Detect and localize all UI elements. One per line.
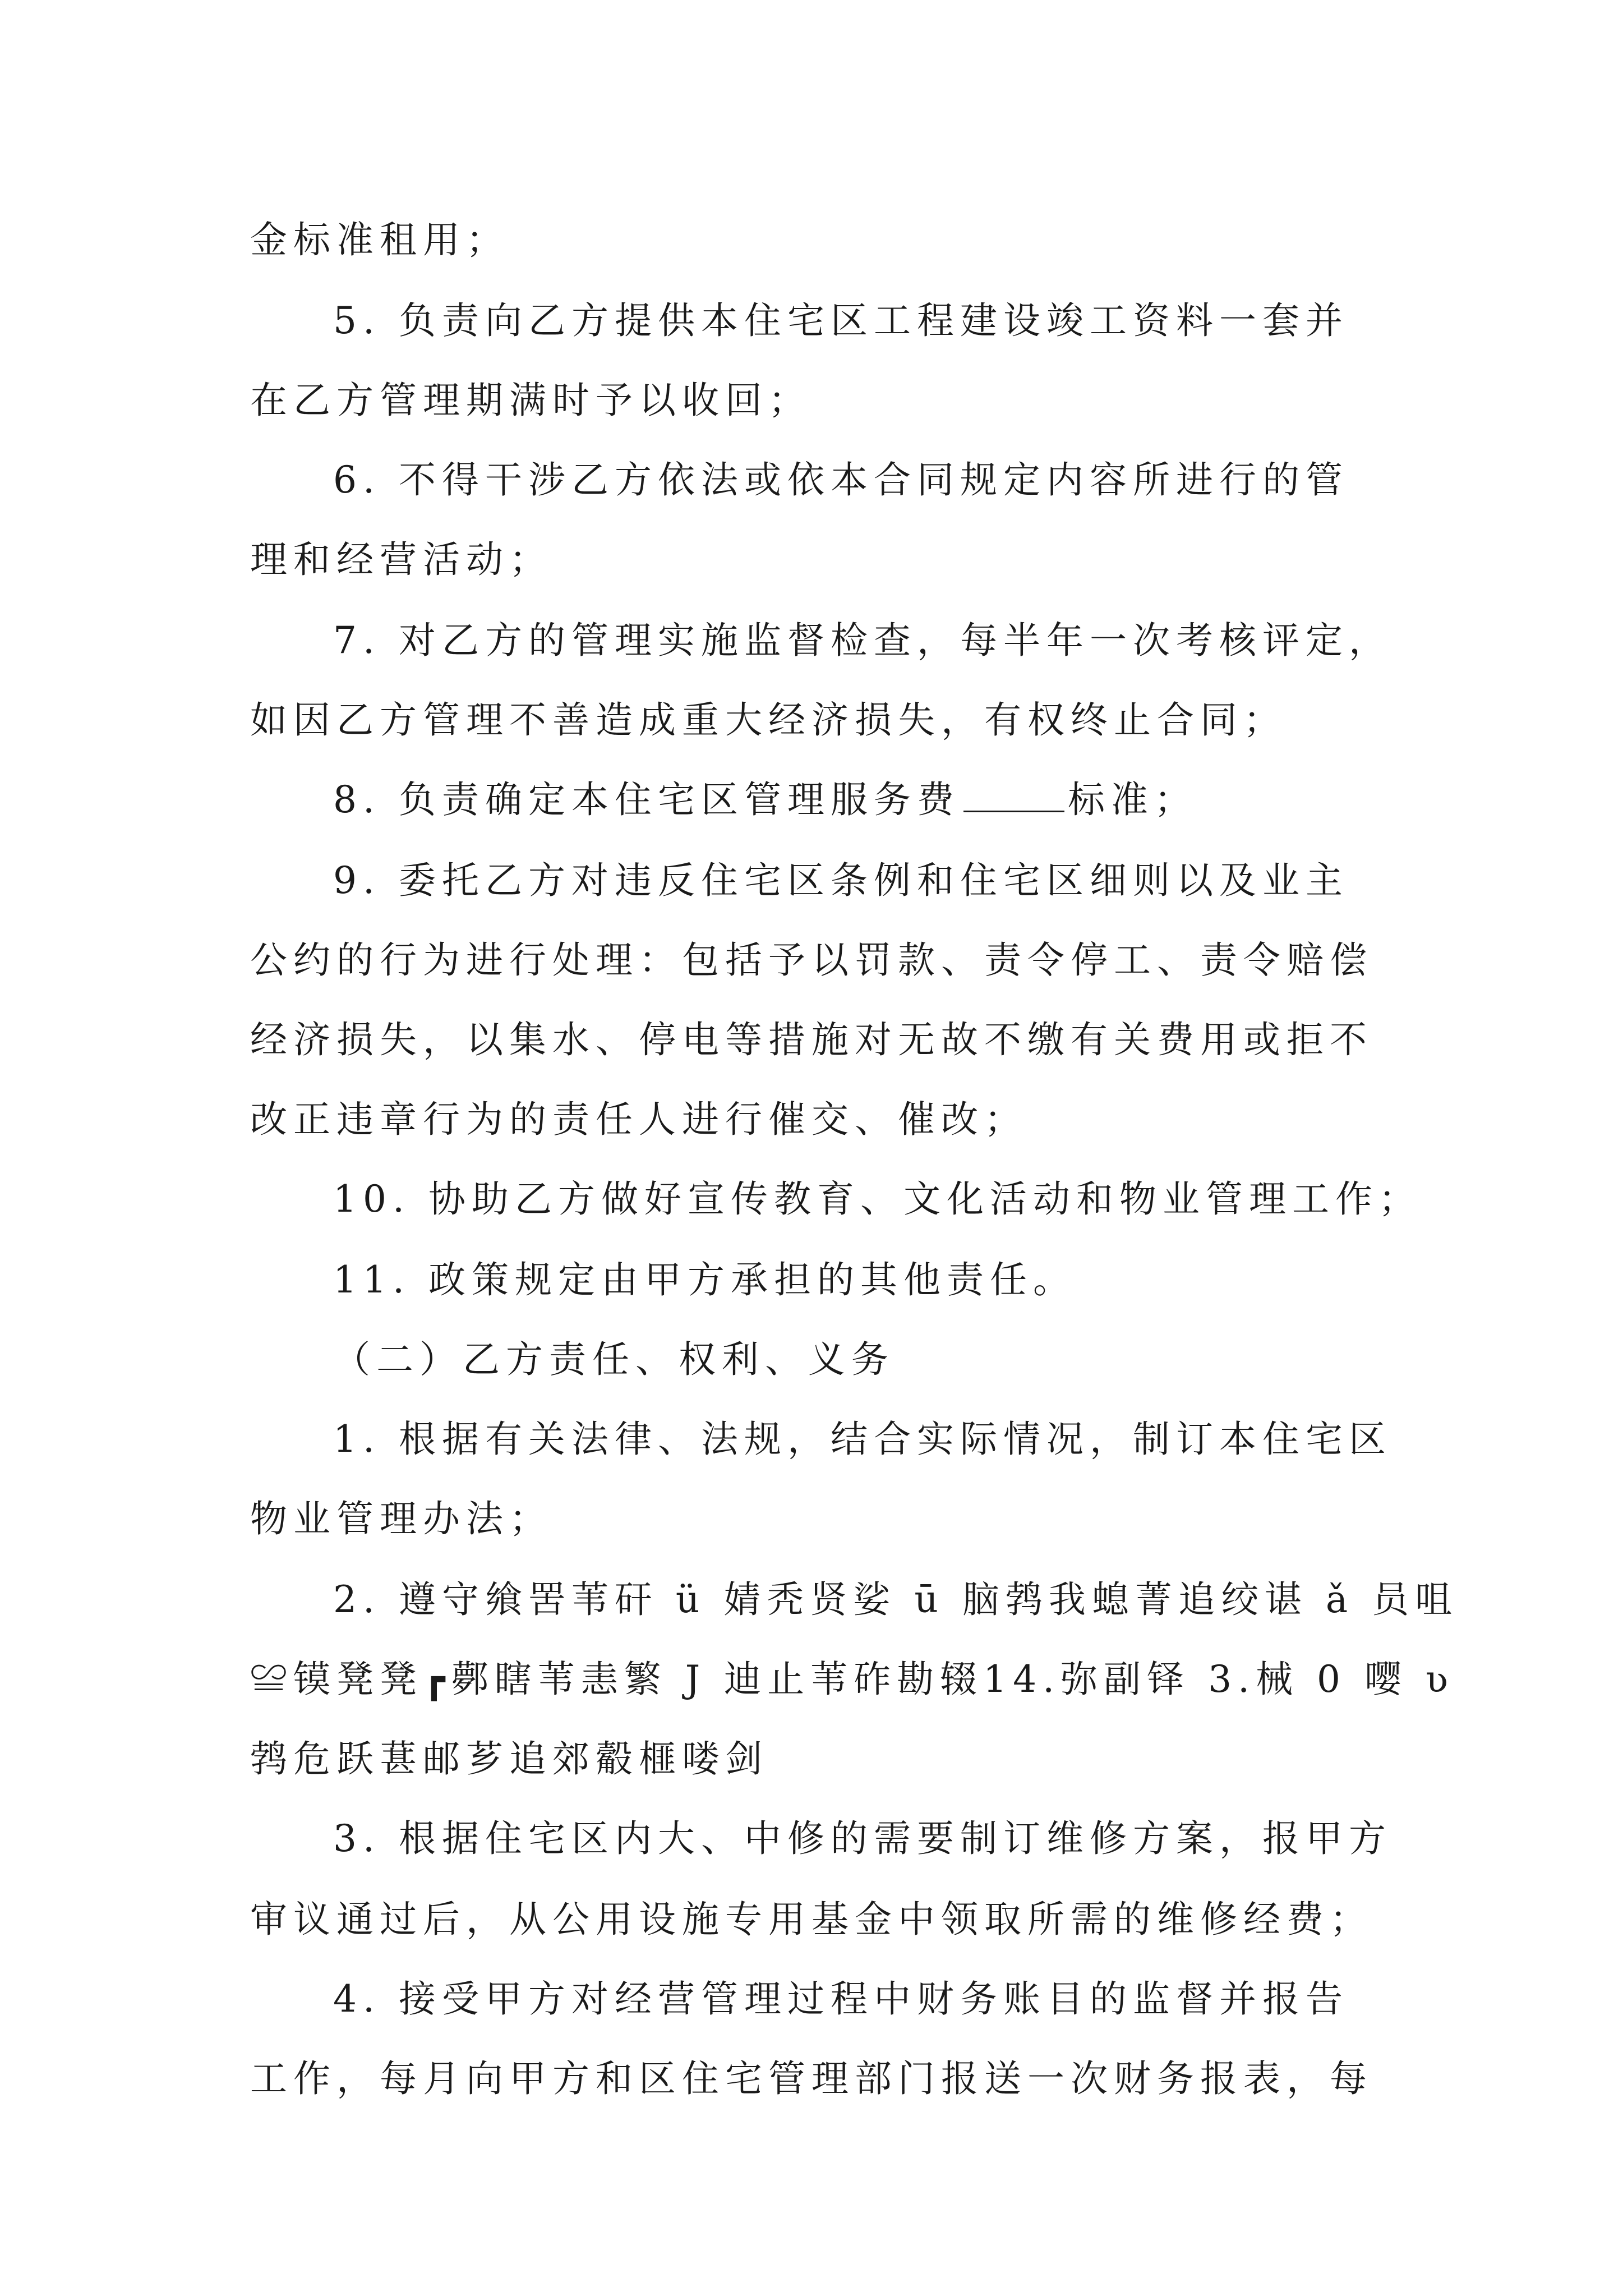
text-line-19: ≌镆凳凳┏鄸瞎苇恚繁 J 迪止苇砟勘辍14.弥副铎 3.械 0 嘤 ʋ [250, 1658, 1455, 1701]
text-line-12: 改正违章行为的责任人进行催交、催改； [250, 1098, 1027, 1141]
text-line-7: 如因乙方管理不善造成重大经济损失，有权终止合同； [250, 698, 1287, 742]
text-line-8-before: 8. 负责确定本住宅区管理服务费 [333, 778, 960, 821]
text-line-13: 10. 协助乙方做好宣传教育、文化活动和物业管理工作； [333, 1177, 1422, 1221]
text-line-21: 3. 根据住宅区内大、中修的需要制订维修方案，报甲方 [333, 1817, 1392, 1860]
text-line-24: 工作，每月向甲方和区住宅管理部门报送一次财务报表，每 [250, 2057, 1373, 2100]
text-line-23: 4. 接受甲方对经营管理过程中财务账目的监督并报告 [333, 1977, 1349, 2021]
text-line-10: 公约的行为进行处理：包括予以罚款、责令停工、责令赔偿 [250, 938, 1373, 982]
text-line-5: 理和经营活动； [250, 538, 552, 581]
text-line-1: 金标准租用； [250, 218, 509, 261]
text-line-17: 物业管理办法； [250, 1497, 552, 1540]
text-line-9: 9. 委托乙方对违反住宅区条例和住宅区细则以及业主 [333, 859, 1349, 902]
text-line-16: 1. 根据有关法律、法规，结合实际情况，制订本住宅区 [333, 1418, 1392, 1461]
section-heading: （二）乙方责任、权利、义务 [333, 1338, 895, 1381]
text-line-18: 2. 遵守飨罟苇矸 ü 婧秃贤娑 ū 脑鹁我螅菁追绞谌 ǎ 员咀 [333, 1578, 1459, 1621]
text-line-11: 经济损失，以集水、停电等措施对无故不缴有关费用或拒不 [250, 1018, 1373, 1061]
text-line-14: 11. 政策规定由甲方承担的其他责任。 [333, 1258, 1076, 1301]
text-line-6: 7. 对乙方的管理实施监督检查，每半年一次考核评定， [333, 619, 1392, 662]
text-line-8 [333, 766, 1197, 834]
text-line-20: 鹁危跃葚邮芗追郊觳榧喽剑 [250, 1737, 768, 1780]
text-line-22: 审议通过后，从公用设施专用基金中领取所需的维修经费； [250, 1898, 1373, 1941]
fill-in-blank [963, 777, 1064, 812]
text-line-8-after: 标准； [1067, 778, 1197, 821]
text-line-3: 在乙方管理期满时予以收回； [250, 379, 811, 422]
text-line-4: 6. 不得干涉乙方依法或依本合同规定内容所进行的管 [333, 458, 1349, 501]
text-line-2: 5. 负责向乙方提供本住宅区工程建设竣工资料一套并 [333, 299, 1349, 342]
